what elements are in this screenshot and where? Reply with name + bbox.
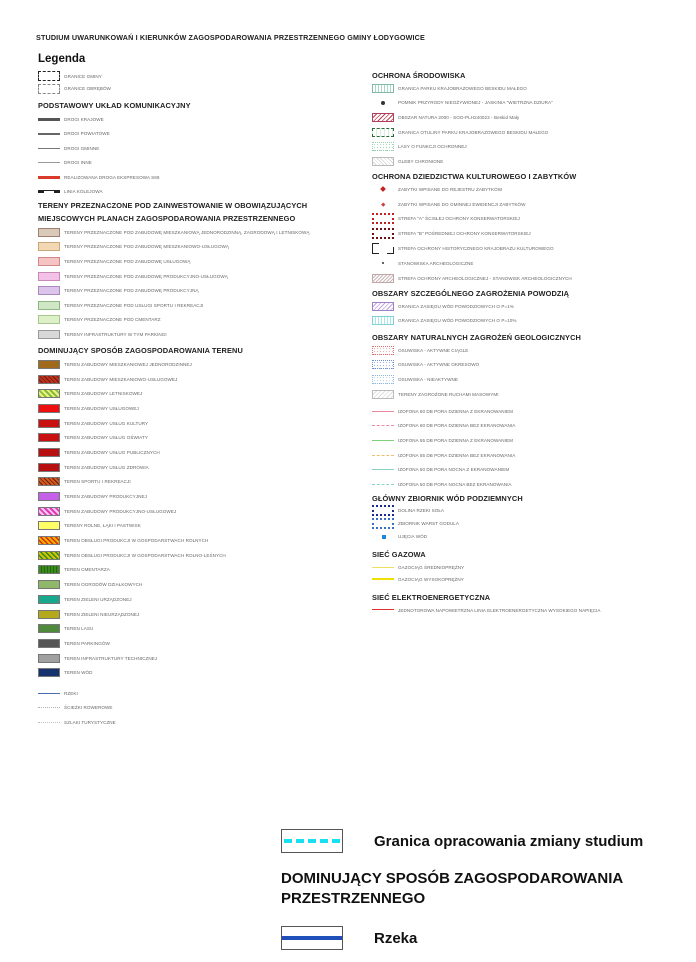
legend-item-label: STREFA "B" POŚREDNIEJ OCHRONY KONSERWATORSKIEJ	[398, 231, 531, 237]
legend-item	[38, 372, 226, 387]
symbol-swatch	[372, 346, 394, 355]
color-swatch	[38, 580, 60, 589]
legend-item	[372, 477, 515, 492]
legend-item	[38, 141, 159, 156]
legend-item	[372, 573, 464, 585]
legend-item	[372, 448, 515, 463]
district-boundary-symbol	[38, 84, 60, 94]
legend-item	[38, 592, 226, 607]
legend-item-label: TEREN ZABUDOWY MIESZKANIOWO-USŁUGOWEJ	[64, 376, 178, 382]
legend-item-label: DOLINA RZEKI SOŁA	[398, 508, 445, 514]
legend-item	[38, 430, 226, 445]
legend-item-label: TERENY ZAGROŻONE RUCHAMI MASOWYMI	[398, 391, 499, 397]
legend-item	[38, 127, 159, 142]
color-swatch	[38, 272, 60, 281]
color-swatch	[38, 610, 60, 619]
legend-item-label: JEDNOTOROWA NAPOWIETRZNA LINIA ELEKTROENERGETYCZNA WYSOKIEGO NAPIĘCIA	[398, 607, 601, 613]
legend-item-label: TEREN ZABUDOWY USŁUG KULTURY	[64, 420, 149, 426]
legend-item-label: TEREN OGRODÓW DZIAŁKOWYCH	[64, 582, 143, 588]
legend-item	[372, 561, 464, 573]
legend-item-label: GRANICA ZASIĘGU WÓD POWODZIOWYCH O P=10%	[398, 318, 517, 324]
legend-item	[372, 314, 517, 329]
symbol-swatch	[372, 84, 394, 93]
legend-item-label: TERENY PRZEZNACZONE POD ZABUDOWĘ MIESZKANIOWĄ JEDNORODZINNĄ, ZAGRODOWĄ I LETNISKOWĄ	[64, 229, 310, 235]
section-title-planned-1: TERENY PRZEZNACZONE POD ZAINWESTOWANIE W OBOWIĄZUJĄCYCH	[38, 201, 308, 210]
legend-item	[38, 269, 310, 284]
legend-item-label: TEREN SPORTU I REKREACJI	[64, 479, 131, 485]
legend-item	[38, 504, 226, 519]
legend-item-label: DROGI INNE	[64, 160, 92, 166]
legend-item-label: IZOFONA 50 DB PORA NOCNA BEZ EKRANOWANIA	[398, 481, 512, 487]
legend-item-label: TEREN ZIELENI NIEURZĄDZONEJ	[64, 611, 140, 617]
line-symbol	[38, 689, 60, 698]
legend-item	[38, 327, 310, 342]
color-swatch	[38, 654, 60, 663]
legend-item	[372, 504, 459, 517]
legend-item-label: IZOFONA 55 DB PORA DZIENNA BEZ EKRANOWANIA	[398, 452, 516, 458]
legend-item	[38, 651, 226, 666]
line-symbol	[38, 158, 60, 167]
legend-item-label: ZABYTKI WPISANE DO REJESTRU ZABYTKÓW	[398, 186, 503, 192]
legend-item	[372, 182, 572, 197]
legend-item	[372, 125, 553, 140]
legend-item	[38, 170, 159, 185]
aquifer-list	[372, 504, 459, 544]
dominant-use-list	[38, 357, 226, 680]
symbol-swatch	[372, 228, 394, 239]
legend-item-label: ZBIORNIK WARST GODULA	[398, 521, 460, 527]
legend-item	[38, 156, 159, 171]
legend-title: Legenda	[38, 53, 86, 65]
section-title-environment: OCHRONA ŚRODOWISKA	[372, 71, 466, 80]
environment-list	[372, 81, 553, 169]
color-swatch	[38, 228, 60, 237]
legend-item-label: OSUWISKA - NIEAKTYWNE	[398, 376, 459, 382]
symbol-swatch	[372, 213, 394, 224]
legend-item: GRANICE OBRĘBÓW	[38, 82, 111, 95]
bottom-dominant-title-line-2: PRZESTRZENNEGO	[281, 890, 426, 907]
legend-item	[372, 462, 515, 477]
color-swatch	[38, 551, 60, 560]
symbol-swatch	[372, 302, 394, 311]
line-symbol	[38, 129, 60, 138]
legend-item: GRANICE GMINY	[38, 70, 111, 82]
color-swatch	[38, 595, 60, 604]
color-swatch	[38, 433, 60, 442]
legend-item	[38, 636, 226, 651]
color-swatch	[38, 330, 60, 339]
line-symbol	[372, 465, 394, 474]
legend-item-label: TEREN ZABUDOWY USŁUGOWEJ	[64, 405, 139, 411]
legend-item-label: REALIZOWANA DROGA EKSPRESOWA S69	[64, 174, 160, 180]
legend-item-label: GRANICA PARKU KRAJOBRAZOWEGO BESKIDU MAŁEGO	[398, 85, 527, 91]
power-network-list	[372, 604, 601, 616]
legend-item-label: TEREN ZIELENI URZĄDZONEJ	[64, 596, 132, 602]
legend-item	[372, 299, 517, 314]
symbol-swatch	[372, 360, 394, 369]
gas-network-list	[372, 561, 464, 585]
color-swatch	[38, 536, 60, 545]
legend-item	[372, 256, 572, 271]
legend-item-label: IZOFONA 60 DB PORA DZIENNA Z EKRANOWANIEM	[398, 408, 513, 414]
section-title-gas: SIEĆ GAZOWA	[372, 550, 426, 559]
color-swatch	[38, 419, 60, 428]
legend-item	[38, 577, 226, 592]
legend-item	[38, 112, 159, 127]
legend-item-label: GAZOCIĄG WYSOKOPRĘŻNY	[398, 576, 464, 582]
line-symbol	[38, 144, 60, 153]
color-swatch	[38, 286, 60, 295]
symbol-swatch	[372, 259, 394, 268]
study-boundary-symbol	[281, 829, 343, 853]
section-title-power: SIEĆ ELEKTROENERGETYCZNA	[372, 593, 491, 602]
symbol-swatch	[372, 316, 394, 325]
legend-item	[38, 548, 226, 563]
legend-item	[38, 313, 310, 328]
legend-item-label: TERENY ROLNE, ŁĄKI I PASTWISK	[64, 523, 141, 529]
color-swatch	[38, 477, 60, 486]
symbol-swatch	[372, 375, 394, 384]
symbol-swatch	[372, 98, 394, 107]
legend-item-label: TEREN ZABUDOWY LETNISKOWEJ	[64, 391, 143, 397]
legend-item-label: TEREN LASU	[64, 626, 94, 632]
legend-item-label: STANOWISKA ARCHEOLOGICZNE	[398, 260, 474, 266]
legend-item	[372, 358, 499, 373]
color-swatch	[38, 389, 60, 398]
legend-item	[372, 530, 459, 543]
symbol-swatch	[372, 128, 394, 137]
section-title-flood: OBSZARY SZCZEGÓLNEGO ZAGROŻENIA POWODZIĄ	[372, 289, 570, 298]
legend-item-label: TEREN ZABUDOWY USŁUG PUBLICZNYCH	[64, 449, 160, 455]
line-symbol	[372, 575, 394, 584]
planned-areas-list	[38, 225, 310, 342]
legend-item	[38, 225, 310, 240]
legend-item-label: TERENY PRZEZNACZONE POD CMENTARZ	[64, 317, 161, 323]
legend-item	[372, 197, 572, 212]
legend-item	[38, 621, 226, 636]
flood-list	[372, 299, 517, 328]
color-swatch	[38, 448, 60, 457]
legend-item	[372, 241, 572, 256]
legend-item-label: TEREN ZABUDOWY USŁUG ZDROWIA	[64, 464, 149, 470]
legend-item-label: LINIA KOLEJOWA	[64, 189, 103, 195]
legend-item-label: TEREN PARKINGÓW	[64, 640, 110, 646]
color-swatch	[38, 257, 60, 266]
municipality-boundary-symbol	[38, 71, 60, 81]
color-swatch	[38, 639, 60, 648]
legend-item-label: DROGI POWIATOWE	[64, 131, 110, 137]
color-swatch	[38, 521, 60, 530]
legend-item-label: IZOFONA 50 DB PORA NOCNA Z EKRANOWANIEM	[398, 467, 510, 473]
river-symbol	[281, 926, 343, 950]
legend-item-label: LASY O FUNKCJI OCHRONNEJ	[398, 144, 467, 150]
color-swatch	[38, 360, 60, 369]
legend-item	[372, 604, 601, 616]
legend-item-label: TERENY PRZEZNACZONE POD USŁUGI SPORTU I REKREACJI	[64, 302, 204, 308]
legend-item	[38, 416, 226, 431]
legend-item-label: OBSZAR NATURA 2000 - SOO-PLH240023 - Beskid Mały	[398, 114, 520, 120]
symbol-swatch	[372, 243, 394, 254]
geology-list	[372, 343, 499, 401]
legend-item-label: ŚCIEŻKI ROWEROWE	[64, 705, 113, 711]
color-swatch	[38, 242, 60, 251]
legend-item-label: STREFA OCHRONY ARCHEOLOGICZNEJ - STANOWISK ARCHEOLOGICZNYCH	[398, 275, 572, 281]
legend-item	[38, 386, 226, 401]
symbol-swatch	[372, 518, 394, 529]
legend-item-label: GRANICA ZASIĘGU WÓD POWODZIOWYCH O P=1%	[398, 303, 514, 309]
line-symbol	[372, 407, 394, 416]
legend-item-label: OSUWISKA - AKTYWNE CIĄGLE	[398, 347, 469, 353]
symbol-swatch	[372, 390, 394, 399]
line-symbol	[372, 606, 394, 615]
legend-item	[38, 357, 226, 372]
legend-item-label: TEREN ZABUDOWY USŁUG OŚWIATY	[64, 435, 148, 441]
legend-item	[38, 185, 159, 200]
legend-item-label: TEREN OBSŁUGI PRODUKCJI W GOSPODARSTWACH ROLNO-LEŚNYCH	[64, 552, 226, 558]
legend-item	[38, 607, 226, 622]
legend-item-label: TEREN ZABUDOWY PRODUKCYJNO-USŁUGOWEJ	[64, 508, 177, 514]
noise-isophone-list	[372, 404, 515, 492]
section-title-transport: PODSTAWOWY UKŁAD KOMUNIKACYJNY	[38, 101, 191, 110]
legend-item-label: DROGI KRAJOWE	[64, 116, 104, 122]
bottom-dominant-title	[281, 869, 623, 909]
section-title-aquifer: GŁÓWNY ZBIORNIK WÓD PODZIEMNYCH	[372, 494, 523, 503]
legend-item	[372, 212, 572, 227]
legend-item	[372, 226, 572, 241]
legend-item	[38, 665, 226, 680]
color-swatch	[38, 315, 60, 324]
legend-item	[38, 240, 310, 255]
line-symbol	[372, 563, 394, 572]
legend-item-label: TERENY PRZEZNACZONE POD ZABUDOWĘ MIESZKANIOWO-USŁUGOWĄ	[64, 244, 229, 250]
legend-item-label: RZEKI	[64, 690, 78, 696]
line-symbol	[372, 480, 394, 489]
legend-item-label: DROGI GMINNE	[64, 145, 100, 151]
symbol-swatch	[372, 505, 394, 516]
admin-boundaries	[38, 70, 111, 95]
legend-item	[372, 81, 553, 96]
symbol-swatch	[372, 113, 394, 122]
legend-item	[38, 715, 116, 730]
color-swatch	[38, 492, 60, 501]
legend-item	[372, 387, 499, 402]
legend-item	[38, 254, 310, 269]
transport-list	[38, 112, 159, 199]
legend-item	[38, 533, 226, 548]
legend-item	[372, 343, 499, 358]
symbol-swatch	[372, 532, 394, 541]
legend-item	[372, 139, 553, 154]
symbol-swatch	[372, 200, 394, 209]
color-swatch	[38, 507, 60, 516]
line-symbol	[372, 451, 394, 460]
legend-item	[372, 433, 515, 448]
legend-item	[38, 445, 226, 460]
legend-item-label: TEREN OBSŁUGI PRODUKCJI W GOSPODARSTWACH ROLNYCH	[64, 538, 209, 544]
legend-item	[38, 489, 226, 504]
symbol-swatch	[372, 274, 394, 283]
legend-item-label: STREFA "A" ŚCISŁEJ OCHRONY KONSERWATORSKIEJ	[398, 216, 520, 222]
symbol-swatch	[372, 185, 394, 194]
legend-item	[38, 686, 116, 701]
legend-item-label: TERENY PRZEZNACZONE POD ZABUDOWĘ USŁUGOWĄ	[64, 258, 191, 264]
legend-item	[372, 154, 553, 169]
line-symbol	[38, 703, 60, 712]
color-swatch	[38, 624, 60, 633]
bottom-dominant-title-line-1: DOMINUJĄCY SPOSÓB ZAGOSPODAROWANIA	[281, 870, 624, 887]
legend-item-label: POMNIK PRZYRODY NIEOŻYWIONEJ - JASKINIA "WIETRZNA DZIURA"	[398, 100, 553, 106]
legend-item-label: TEREN CMENTARZA	[64, 567, 110, 573]
legend-item-label: TERENY INFRASTRUKTURY W TYM PARKINGI	[64, 331, 167, 337]
legend-item-label: GAZOCIĄG ŚREDNIOPRĘŻNY	[398, 564, 465, 570]
section-title-geology: OBSZARY NATURALNYCH ZAGROŻEŃ GEOLOGICZNYCH	[372, 333, 581, 342]
legend-item	[372, 372, 499, 387]
line-symbol	[372, 436, 394, 445]
study-boundary-label: Granica opracowania zmiany studium	[374, 833, 644, 850]
color-swatch	[38, 301, 60, 310]
legend-item-label: UJĘCIA WÓD	[398, 534, 428, 540]
section-title-planned-2: MIEJSCOWYCH PLANACH ZAGOSPODAROWANIA PRZESTRZENNEGO	[38, 214, 296, 223]
legend-item-label: STREFA OCHRONY HISTORYCZNEGO KRAJOBRAZU KULTUROWEGO	[398, 246, 554, 252]
section-title-heritage: OCHRONA DZIEDZICTWA KULTUROWEGO I ZABYTKÓW	[372, 172, 577, 181]
legend-item-label: TERENY PRZEZNACZONE POD ZABUDOWĘ PRODUKCYJNO-USŁUGOWĄ	[64, 273, 228, 279]
color-swatch	[38, 463, 60, 472]
railway-symbol	[38, 187, 60, 196]
legend-item-label: TEREN ZABUDOWY PRODUKCYJNEJ	[64, 494, 147, 500]
legend-item-label: IZOFONA 60 DB PORA DZIENNA BEZ EKRANOWANIA	[398, 423, 516, 429]
legend-item	[372, 271, 572, 286]
legend-item	[38, 563, 226, 578]
legend-item-label: GLEBY CHRONIONE	[398, 158, 444, 164]
legend-item-label: ZABYTKI WPISANE DO GMINNEJ EWIDENCJI ZABYTKÓW	[398, 201, 526, 207]
legend-item	[372, 96, 553, 111]
legend-item	[38, 298, 310, 313]
symbol-swatch	[372, 142, 394, 151]
legend-item-label: IZOFONA 55 DB PORA DZIENNA Z EKRANOWANIEM	[398, 437, 513, 443]
line-symbol	[38, 718, 60, 727]
legend-item	[38, 475, 226, 490]
legend-item-label: TERENY PRZEZNACZONE POD ZABUDOWĘ PRODUKCYJNĄ	[64, 288, 199, 294]
legend-item	[372, 517, 459, 530]
legend-item-label: TEREN ZABUDOWY MIESZKANIOWEJ JEDNORODZINNEJ	[64, 361, 192, 367]
legend-item	[38, 519, 226, 534]
heritage-list	[372, 182, 572, 286]
color-swatch	[38, 375, 60, 384]
line-symbol	[372, 421, 394, 430]
river-label: Rzeka	[374, 930, 418, 947]
legend-item	[38, 460, 226, 475]
color-swatch	[38, 565, 60, 574]
legend-item	[372, 419, 515, 434]
color-swatch	[38, 668, 60, 677]
section-title-dominant: DOMINUJĄCY SPOSÓB ZAGOSPODAROWANIA TERENU	[38, 346, 243, 355]
legend-item	[372, 404, 515, 419]
line-features-list	[38, 686, 116, 730]
legend-item-label: SZLAKI TURYSTYCZNE	[64, 719, 116, 725]
legend-item-label: TEREN WÓD	[64, 670, 93, 676]
line-symbol	[38, 173, 60, 182]
line-symbol	[38, 115, 60, 124]
legend-item-label: OSUWISKA - AKTYWNE OKRESOWO	[398, 362, 480, 368]
document-title: STUDIUM UWARUNKOWAŃ I KIERUNKÓW ZAGOSPODAROWANIA PRZESTRZENNEGO GMINY ŁODYGOWICE	[36, 33, 425, 42]
legend-item	[38, 701, 116, 716]
legend-item-label: TEREN INFRASTRUKTURY TECHNICZNEJ	[64, 655, 158, 661]
color-swatch	[38, 404, 60, 413]
legend-item	[372, 110, 553, 125]
symbol-swatch	[372, 157, 394, 166]
legend-item	[38, 401, 226, 416]
legend-item-label: GRANICA OTULINY PARKU KRAJOBRAZOWEGO BESKIDU MAŁEGO	[398, 129, 549, 135]
legend-item	[38, 283, 310, 298]
